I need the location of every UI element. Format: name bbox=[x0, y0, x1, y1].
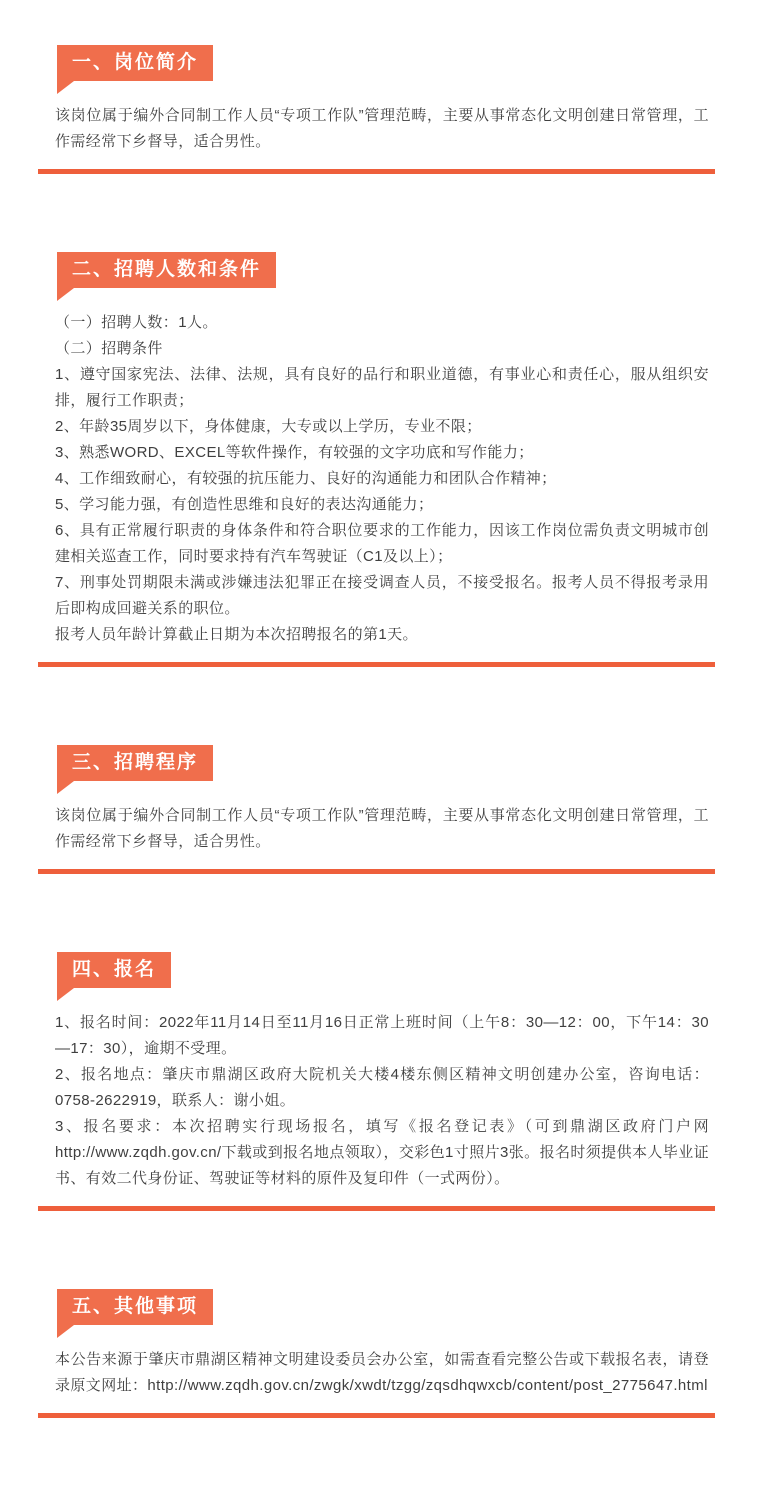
paragraph: 5、学习能力强，有创造性思维和良好的表达沟通能力； bbox=[55, 496, 434, 513]
section-title: 五、其他事项 bbox=[72, 1296, 199, 1317]
section-title: 一、岗位简介 bbox=[72, 52, 199, 73]
section bbox=[38, 45, 715, 174]
section-divider bbox=[38, 869, 715, 874]
section-body bbox=[55, 1010, 709, 1192]
paragraph: 4、工作细致耐心，有较强的抗压能力、良好的沟通能力和团队合作精神； bbox=[55, 470, 557, 487]
section-title-badge bbox=[57, 45, 213, 81]
section bbox=[38, 952, 715, 1211]
section-title-badge bbox=[57, 952, 171, 988]
paragraph: 7、刑事处罚期限未满或涉嫌违法犯罪正在接受调查人员，不接受报名。报考人员不得报考录用后即构成回避关系的职位。 bbox=[55, 574, 709, 617]
section-title: 三、招聘程序 bbox=[72, 752, 199, 773]
section-title-badge bbox=[57, 1289, 213, 1325]
paragraph: 该岗位属于编外合同制工作人员“专项工作队”管理范畴，主要从事常态化文明创建日常管理，工作需经常下乡督导，适合男性。 bbox=[55, 807, 709, 850]
section-title: 二、招聘人数和条件 bbox=[72, 259, 262, 280]
paragraph: 2、年龄35周岁以下，身体健康，大专或以上学历，专业不限； bbox=[55, 418, 482, 435]
section bbox=[38, 252, 715, 667]
paragraph: 报考人员年龄计算截止日期为本次招聘报名的第1天。 bbox=[55, 626, 418, 643]
section-divider bbox=[38, 1206, 715, 1211]
paragraph: 1、报名时间：2022年11月14日至11月16日正常上班时间（上午8：30—12：00，下午14：30—17：30），逾期不受理。 bbox=[55, 1014, 709, 1057]
paragraph: （一）招聘人数：1人。 bbox=[55, 314, 218, 331]
section-divider bbox=[38, 169, 715, 174]
section bbox=[38, 745, 715, 874]
paragraph: （二）招聘条件 bbox=[55, 340, 163, 357]
section-body bbox=[55, 103, 709, 155]
sections bbox=[38, 45, 715, 1418]
paragraph: 2、报名地点：肇庆市鼎湖区政府大院机关大楼4楼东侧区精神文明创建办公室，咨询电话：0758-2622919，联系人：谢小姐。 bbox=[55, 1066, 709, 1109]
section-title-badge bbox=[57, 252, 276, 288]
section-divider bbox=[38, 662, 715, 667]
paragraph: 3、熟悉WORD、EXCEL等软件操作，有较强的文字功底和写作能力； bbox=[55, 444, 534, 461]
paragraph: 该岗位属于编外合同制工作人员“专项工作队”管理范畴，主要从事常态化文明创建日常管理，工作需经常下乡督导，适合男性。 bbox=[55, 107, 709, 150]
section bbox=[38, 1289, 715, 1418]
section-title: 四、报名 bbox=[72, 959, 157, 980]
paragraph: 6、具有正常履行职责的身体条件和符合职位要求的工作能力，因该工作岗位需负责文明城市创建相关巡查工作，同时要求持有汽车驾驶证（C1及以上）； bbox=[55, 522, 709, 565]
section-title-badge bbox=[57, 745, 213, 781]
paragraph: 本公告来源于肇庆市鼎湖区精神文明建设委员会办公室，如需查看完整公告或下载报名表，请登录原文网址：http://www.zqdh.gov.cn/zwgk/xwdt/tzgg/zqsdhqwxcb/content/post_2775647.html bbox=[55, 1351, 709, 1394]
paragraph: 1、遵守国家宪法、法律、法规，具有良好的品行和职业道德，有事业心和责任心，服从组织安排，履行工作职责； bbox=[55, 366, 709, 409]
section-body bbox=[55, 803, 709, 855]
section-body bbox=[55, 310, 709, 648]
paragraph: 3、报名要求：本次招聘实行现场报名，填写《报名登记表》（可到鼎湖区政府门户网http://www.zqdh.gov.cn/下载或到报名地点领取），交彩色1寸照片3张。报名时须提供本人毕业证书、有效二代身份证、驾驶证等材料的原件及复印件（一式两份）。 bbox=[55, 1118, 709, 1187]
section-divider bbox=[38, 1413, 715, 1418]
section-body bbox=[55, 1347, 709, 1399]
